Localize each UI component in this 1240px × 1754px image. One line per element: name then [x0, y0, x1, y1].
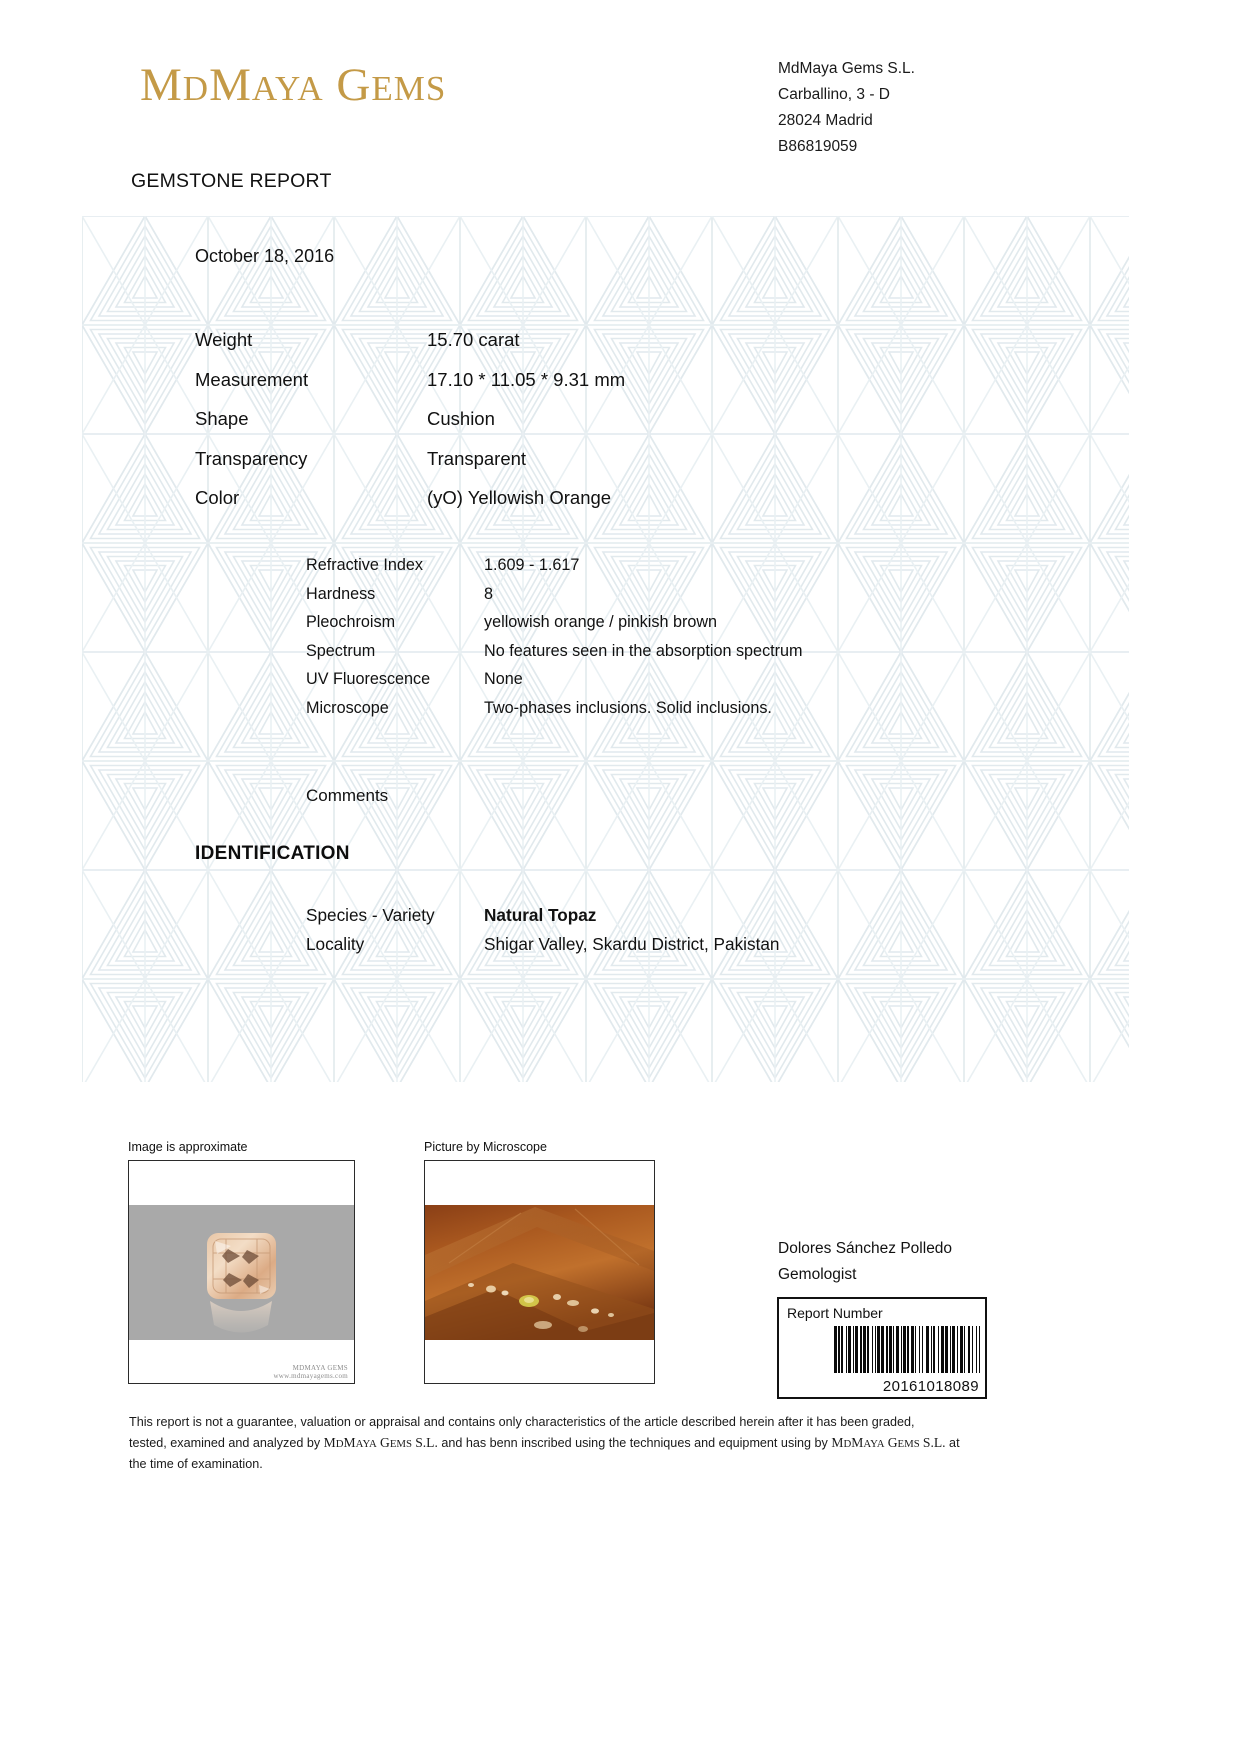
- property-label: Transparency: [195, 447, 308, 469]
- footer-line-2-part-b: and has benn inscribed using the techniques and equipment using by: [437, 1435, 832, 1450]
- secondary-properties-table: [306, 556, 1106, 727]
- barcode: [834, 1326, 980, 1373]
- microscope-photo: [425, 1205, 654, 1340]
- table-row: [306, 699, 1106, 728]
- table-row: [195, 329, 1075, 369]
- footer-brand-1: MDMAYA GEMS S.L.: [323, 1434, 438, 1450]
- property-value: Shigar Valley, Skardu District, Pakistan: [484, 934, 780, 954]
- property-label: Weight: [195, 329, 253, 350]
- page-header: [0, 0, 1240, 200]
- footer-line-2-part-c: at: [945, 1435, 960, 1450]
- table-row: [195, 448, 1075, 488]
- property-label: UV Fluorescence: [306, 670, 431, 688]
- signature-block: [778, 1236, 952, 1288]
- gem-photo: [129, 1205, 354, 1340]
- property-value: 17.10 * 11.05 * 9.31 mm: [427, 368, 626, 390]
- property-label: Shape: [195, 408, 249, 429]
- page-title: GEMSTONE REPORT: [131, 170, 332, 192]
- table-row: [306, 585, 1106, 614]
- footer-disclaimer: [129, 1412, 1129, 1475]
- footer-brand-2: MDMAYA GEMS S.L.: [831, 1434, 946, 1450]
- gemologist-role: Gemologist: [778, 1266, 857, 1283]
- table-row: [306, 934, 1106, 963]
- property-value: Two-phases inclusions. Solid inclusions.: [484, 698, 772, 717]
- property-value: No features seen in the absorption spectrum: [484, 641, 803, 660]
- company-address-line: 28024 Madrid: [778, 112, 873, 129]
- property-value: None: [484, 670, 523, 688]
- property-value: 8: [484, 584, 494, 603]
- footer-line-3: the time of examination.: [129, 1457, 263, 1471]
- company-address-line: B86819059: [778, 138, 858, 155]
- microscope-image-frame: [424, 1160, 655, 1384]
- property-label: Locality: [306, 934, 365, 954]
- table-row: [306, 642, 1106, 671]
- property-label: Hardness: [306, 584, 376, 603]
- company-address: [778, 56, 915, 160]
- report-panel: [82, 216, 1129, 1082]
- property-value: (yO) Yellowish Orange: [427, 487, 612, 508]
- property-label: Measurement: [195, 368, 309, 390]
- table-row: [306, 670, 1106, 699]
- report-number-label: Report Number: [787, 1305, 883, 1321]
- property-label: Spectrum: [306, 641, 376, 660]
- gem-image-frame: [128, 1160, 355, 1384]
- property-label: Microscope: [306, 698, 389, 717]
- microscope-image-caption: Picture by Microscope: [424, 1140, 547, 1154]
- property-label: Species - Variety: [306, 905, 435, 925]
- report-date: October 18, 2016: [195, 246, 335, 266]
- property-value: yellowish orange / pinkish brown: [484, 613, 718, 631]
- company-address-line: Carballino, 3 - D: [778, 86, 890, 103]
- gem-watermark: [273, 1364, 348, 1380]
- footer-line-1: This report is not a guarantee, valuation or appraisal and contains only characteristics of the article described herein after it has been graded,: [129, 1415, 915, 1429]
- table-row: [306, 613, 1106, 642]
- property-value: Transparent: [427, 447, 527, 469]
- company-address-line: MdMaya Gems S.L.: [778, 60, 915, 77]
- primary-properties-table: [195, 329, 1075, 527]
- gemologist-name: Dolores Sánchez Polledo: [778, 1240, 953, 1257]
- identification-heading: IDENTIFICATION: [195, 843, 350, 864]
- table-row: [195, 408, 1075, 448]
- table-row: [195, 369, 1075, 409]
- footer-line-2-part-a: tested, examined and analyzed by: [129, 1435, 324, 1450]
- property-label: Color: [195, 487, 240, 508]
- identification-table: [306, 905, 1106, 963]
- property-value: Natural Topaz: [484, 905, 597, 925]
- property-value: Cushion: [427, 408, 495, 429]
- property-label: Refractive Index: [306, 556, 423, 574]
- footer-line-2: [129, 1433, 1129, 1455]
- table-row: [195, 487, 1075, 527]
- table-row: [306, 905, 1106, 934]
- report-number-value: 20161018089: [882, 1378, 979, 1395]
- brand-logo: MDMAYA GEMS: [140, 59, 447, 111]
- comments-label: Comments: [306, 786, 389, 805]
- gem-image-block: [128, 1140, 355, 1384]
- property-value: 1.609 - 1.617: [484, 556, 580, 574]
- report-number-box: [777, 1297, 987, 1399]
- gem-image-caption: Image is approximate: [128, 1140, 248, 1154]
- gem-watermark-line2: www.mdmayagems.com: [273, 1372, 348, 1380]
- table-row: [306, 556, 1106, 585]
- property-label: Pleochroism: [306, 613, 396, 631]
- gem-watermark-line1: MDMAYA GEMS: [292, 1364, 348, 1372]
- property-value: 15.70 carat: [427, 329, 520, 350]
- microscope-image-block: [424, 1140, 655, 1384]
